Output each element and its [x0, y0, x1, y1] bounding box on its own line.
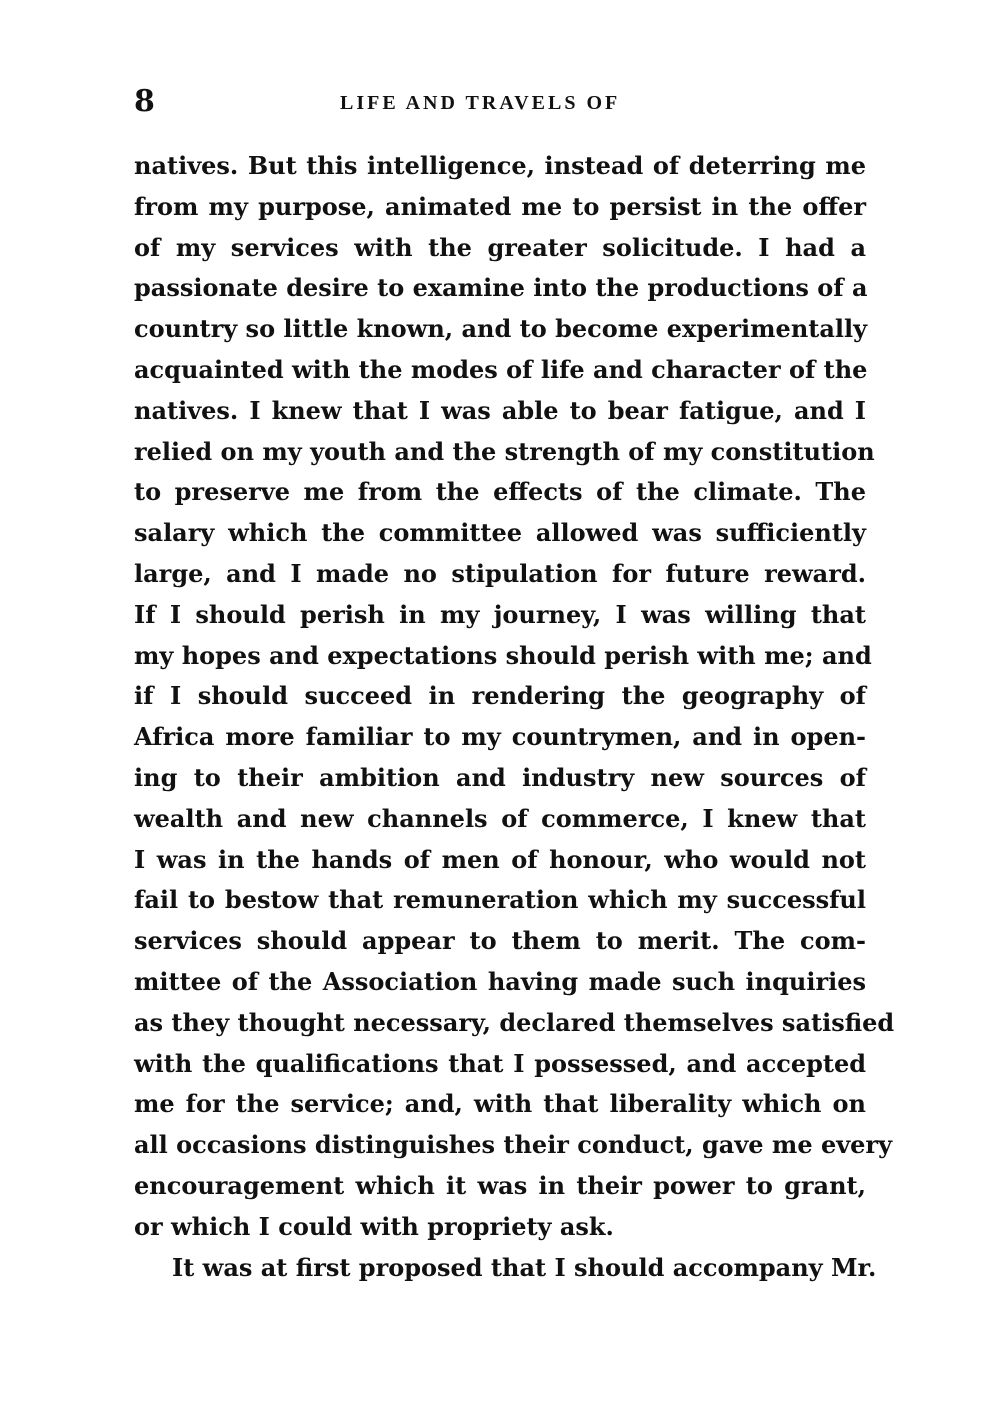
text-line: relied on my youth and the strength of my constitution [134, 436, 875, 466]
text-line: encouragement which it was in their power to grant, [134, 1170, 866, 1200]
text-line: from my purpose, animated me to persist in the offer [134, 191, 866, 221]
text-line-paragraph-end: or which I could with propriety ask. [134, 1211, 614, 1241]
text-line: if I should succeed in rendering the geography of [134, 681, 866, 711]
body-text [134, 146, 895, 1288]
text-line: as they thought necessary, declared themselves satisfied [134, 1007, 895, 1037]
text-line: of my services with the greater solicitude. I had a [134, 232, 866, 262]
text-line: I was in the hands of men of honour, who would not [134, 844, 866, 874]
text-line: to preserve me from the effects of the climate. The [134, 477, 866, 507]
text-line: me for the service; and, with that liberality which on [134, 1089, 866, 1119]
text-line-paragraph-start: It was at first proposed that I should accompany Mr. [172, 1252, 877, 1282]
text-line: If I should perish in my journey, I was willing that [134, 599, 866, 629]
text-line: services should appear to them to merit. The com- [134, 926, 866, 956]
text-line: passionate desire to examine into the productions of a [134, 273, 868, 303]
text-line: all occasions distinguishes their conduct, gave me every [134, 1130, 893, 1160]
text-line: natives. But this intelligence, instead of deterring me [134, 151, 866, 180]
text-line: wealth and new channels of commerce, I knew that [134, 803, 866, 833]
page-number: 8 [134, 84, 155, 119]
running-title: LIFE AND TRAVELS OF [340, 92, 621, 114]
text-line: natives. I knew that I was able to bear fatigue, and I [134, 395, 866, 425]
text-line: acquainted with the modes of life and character of the [134, 354, 868, 384]
text-line: with the qualifications that I possessed, and accepted [134, 1048, 866, 1078]
text-line: ing to their ambition and industry new sources of [134, 762, 866, 792]
text-line: large, and I made no stipulation for future reward. [134, 558, 866, 588]
text-line: fail to bestow that remuneration which my successful [134, 885, 866, 915]
text-line: my hopes and expectations should perish with me; and [134, 640, 872, 670]
text-line: mittee of the Association having made such inquiries [134, 966, 866, 996]
text-line: salary which the committee allowed was sufficiently [134, 518, 866, 548]
text-line: country so little known, and to become experimentally [134, 314, 868, 344]
page-header [134, 84, 866, 124]
text-line: Africa more familiar to my countrymen, and in open- [134, 722, 866, 752]
